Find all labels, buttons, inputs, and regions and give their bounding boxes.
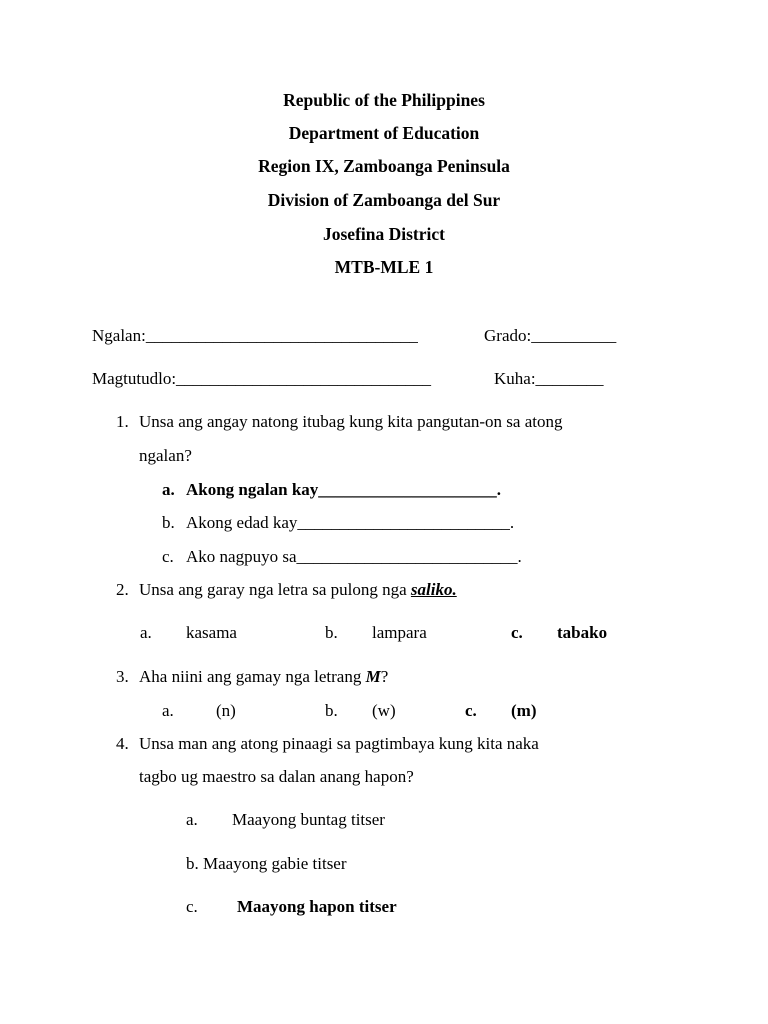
q3-letter: M bbox=[365, 667, 381, 686]
q4-text-line2: tagbo ug maestro sa dalan anang hapon? bbox=[139, 767, 414, 786]
q1-option-b-text: Akong edad kay_________________________. bbox=[186, 513, 515, 532]
q2-option-a-letter: a. bbox=[140, 623, 152, 642]
q2-option-c-text: tabako bbox=[557, 623, 608, 642]
q4-option-c-text: Maayong hapon titser bbox=[237, 897, 397, 916]
header-line-republic: Republic of the Philippines bbox=[283, 90, 485, 110]
teacher-field[interactable]: Magtutudlo:______________________________ bbox=[92, 369, 432, 388]
name-field[interactable]: Ngalan:________________________________ bbox=[92, 326, 418, 345]
q2-option-b-letter: b. bbox=[325, 623, 338, 642]
q3-option-c-text: (m) bbox=[511, 701, 537, 720]
q4-text-line1: Unsa man ang atong pinaagi sa pagtimbaya kung kita naka bbox=[139, 734, 539, 753]
q1-option-a-letter: a. bbox=[162, 480, 175, 499]
header-line-region: Region IX, Zamboanga Peninsula bbox=[258, 156, 510, 176]
q1-text-line2: ngalan? bbox=[139, 446, 192, 465]
q4-number: 4. bbox=[116, 734, 129, 753]
q2-question bbox=[139, 581, 457, 598]
q1-option-b-letter: b. bbox=[162, 513, 175, 532]
score-field[interactable]: Kuha:________ bbox=[494, 369, 604, 388]
q3-suffix: ? bbox=[380, 667, 389, 686]
q1-number: 1. bbox=[116, 412, 129, 431]
header-line-department: Department of Education bbox=[288, 123, 480, 143]
q1-option-a-text: Akong ngalan kay_____________________. bbox=[186, 480, 502, 499]
q2-option-b-text: lampara bbox=[372, 623, 427, 642]
q2-option-a-text: kasama bbox=[186, 623, 237, 642]
q3-number: 3. bbox=[116, 667, 129, 686]
q4-option-c-letter: c. bbox=[186, 897, 198, 916]
q1-option-c-letter: c. bbox=[162, 547, 174, 566]
header-line-subject: MTB-MLE 1 bbox=[334, 257, 434, 277]
q2-text: Unsa ang garay nga letra sa pulong nga bbox=[139, 580, 407, 599]
q4-option-a-text: Maayong buntag titser bbox=[232, 810, 385, 829]
q1-text-line1: Unsa ang angay natong itubag kung kita pangutan-on sa atong bbox=[139, 412, 563, 431]
q2-number: 2. bbox=[116, 580, 129, 599]
q4-option-a-letter: a. bbox=[186, 810, 198, 829]
grade-field[interactable]: Grado:__________ bbox=[484, 326, 617, 345]
q3-option-a-text: (n) bbox=[216, 701, 236, 720]
q3-text: Aha niini ang gamay nga letrang bbox=[139, 667, 362, 686]
q3-question bbox=[139, 668, 388, 685]
q4-option-b-text: b. Maayong gabie titser bbox=[186, 854, 347, 873]
q3-option-c-letter: c. bbox=[465, 701, 477, 720]
header-line-division: Division of Zamboanga del Sur bbox=[267, 190, 501, 210]
q3-option-b-text: (w) bbox=[372, 701, 396, 720]
header-line-district: Josefina District bbox=[323, 224, 445, 244]
q3-option-b-letter: b. bbox=[325, 701, 338, 720]
q3-option-a-letter: a. bbox=[162, 701, 174, 720]
q2-option-c-letter: c. bbox=[511, 623, 523, 642]
q2-word: saliko. bbox=[410, 580, 457, 599]
q1-option-c-text: Ako nagpuyo sa__________________________. bbox=[186, 547, 522, 566]
